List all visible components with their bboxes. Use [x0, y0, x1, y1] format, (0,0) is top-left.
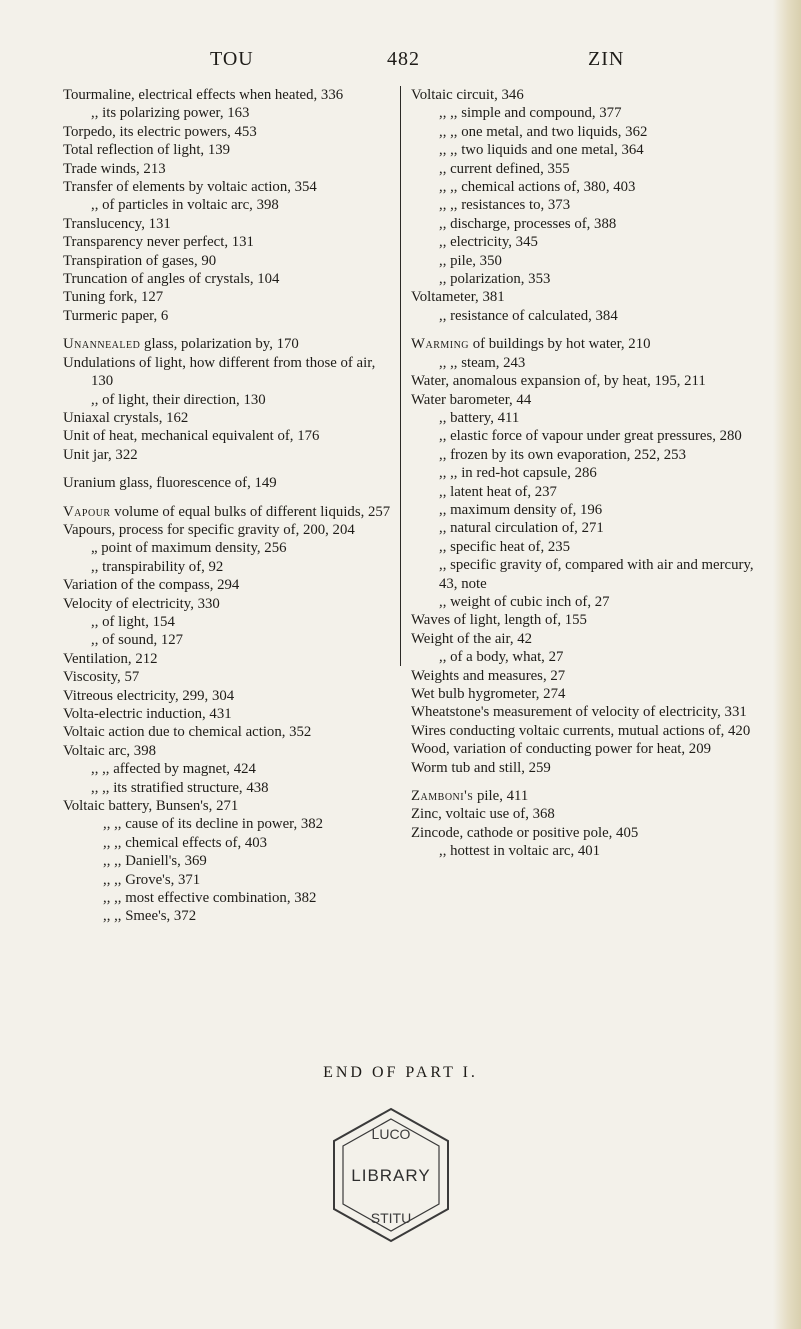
- index-entry: [411, 483, 766, 501]
- entry-text: ,, battery, 411: [439, 409, 520, 426]
- index-entry: [411, 270, 766, 288]
- stamp-bottom-text: STITU: [370, 1210, 412, 1226]
- entry-text: Tourmaline, electrical effects when heated, 336: [63, 87, 344, 103]
- index-entry: [411, 667, 766, 685]
- index-entry: [63, 742, 395, 760]
- entry-text: ,, weight of cubic inch of, 27: [439, 593, 610, 610]
- index-entry: [63, 815, 395, 833]
- index-entry: [63, 668, 395, 686]
- entry-text: ,, frozen by its own evaporation, 252, 253: [439, 446, 686, 463]
- entry-text: Zinc, voltaic use of, 368: [411, 806, 555, 823]
- index-entry: [411, 740, 766, 758]
- index-entry: [63, 558, 395, 576]
- entry-text: Vapours, process for specific gravity of, 200, 204: [63, 521, 355, 538]
- index-entry: [63, 270, 395, 288]
- entry-text: Wires conducting voltaic currents, mutual actions of, 420: [411, 722, 751, 739]
- index-entry: [63, 196, 395, 214]
- entry-text: volume of equal bulks of different liquids, 257: [110, 503, 391, 520]
- index-entry: [63, 852, 395, 870]
- index-entry: [411, 178, 766, 196]
- index-entry: [63, 409, 395, 427]
- entry-text: Wet bulb hygrometer, 274: [411, 686, 566, 702]
- entry-text: ,, of light, their direction, 130: [91, 391, 266, 408]
- index-entry: [63, 104, 395, 122]
- index-entry: [63, 687, 395, 705]
- index-entry: [63, 288, 395, 306]
- entry-text: Uranium glass, fluorescence of, 149: [63, 475, 277, 492]
- section-gap: [411, 325, 766, 335]
- section-gap: [63, 464, 395, 474]
- index-entry: [411, 648, 766, 666]
- entry-text: Wheatstone's measurement of velocity of electricity, 331: [411, 704, 747, 721]
- entry-text: ,, ,, chemical actions of, 380, 403: [439, 179, 636, 196]
- index-entry: [411, 842, 766, 860]
- entry-text: Voltaic action due to chemical action, 352: [63, 724, 312, 741]
- index-entry: [411, 611, 766, 629]
- entry-text: Undulations of light, how different from those of air, 130: [63, 354, 376, 390]
- index-entry: [411, 288, 766, 306]
- entry-text: Weight of the air, 42: [411, 630, 533, 647]
- index-entry: [411, 722, 766, 740]
- index-entry: [63, 907, 395, 925]
- stamp-top-text: LUCO: [371, 1126, 411, 1142]
- library-stamp: [320, 1105, 462, 1245]
- index-entry: [411, 141, 766, 159]
- entry-text: Translucency, 131: [63, 215, 171, 232]
- index-column-left: [63, 86, 395, 926]
- index-entry: [63, 613, 395, 631]
- index-column-right: [411, 86, 766, 861]
- index-entry: [63, 521, 395, 539]
- entry-text: ,, ,, its stratified structure, 438: [91, 779, 269, 796]
- index-entry: [411, 335, 766, 353]
- index-entry: [63, 233, 395, 251]
- entry-text: ,, hottest in voltaic arc, 401: [439, 843, 601, 860]
- index-entry: [411, 824, 766, 842]
- index-entry: [63, 576, 395, 594]
- index-entry: [411, 196, 766, 214]
- entry-lead-word: Unannealed: [63, 336, 141, 353]
- index-entry: [411, 685, 766, 703]
- entry-text: Viscosity, 57: [63, 669, 140, 686]
- index-entry: [411, 86, 766, 104]
- entry-text: Voltaic arc, 398: [63, 742, 157, 759]
- entry-text: Trade winds, 213: [63, 160, 166, 177]
- index-entry: [411, 307, 766, 325]
- index-entry: [63, 539, 395, 557]
- index-entry: [411, 372, 766, 390]
- entry-text: ,, ,, cause of its decline in power, 382: [103, 816, 324, 833]
- entry-text: Unit of heat, mechanical equivalent of, 176: [63, 428, 320, 445]
- entry-text: Torpedo, its electric powers, 453: [63, 123, 257, 140]
- entry-text: pile, 411: [473, 788, 529, 805]
- index-entry: [63, 871, 395, 889]
- index-entry: [411, 630, 766, 648]
- entry-lead-word: Vapour: [63, 503, 111, 520]
- entry-lead-word: Warming: [411, 336, 470, 353]
- entry-text: Ventilation, 212: [63, 650, 158, 667]
- index-entry: [63, 215, 395, 233]
- index-entry: [63, 307, 395, 325]
- entry-text: Tuning fork, 127: [63, 289, 164, 306]
- index-entry: [63, 123, 395, 141]
- entry-text: ,, ,, Smee's, 372: [103, 908, 197, 925]
- entry-text: ,, latent heat of, 237: [439, 483, 557, 500]
- index-entry: [411, 252, 766, 270]
- index-entry: [63, 178, 395, 196]
- entry-text: ,, ,, one metal, and two liquids, 362: [439, 123, 648, 140]
- index-entry: [411, 354, 766, 372]
- entry-text: Transpiration of gases, 90: [63, 252, 217, 269]
- entry-text: Transparency never perfect, 131: [63, 234, 254, 251]
- entry-text: Voltameter, 381: [411, 289, 505, 306]
- index-entry: [411, 464, 766, 482]
- entry-text: Water, anomalous expansion of, by heat, 195, 211: [411, 373, 706, 390]
- index-entry: [63, 474, 395, 492]
- index-entry: [411, 538, 766, 556]
- entry-text: Unit jar, 322: [63, 446, 138, 463]
- entry-text: ,, ,, chemical effects of, 403: [103, 834, 268, 851]
- index-entry: [411, 759, 766, 777]
- entry-text: of buildings by hot water, 210: [469, 336, 651, 353]
- page-number: 482: [387, 48, 420, 70]
- entry-text: ,, polarization, 353: [439, 271, 551, 288]
- index-entry: [63, 834, 395, 852]
- entry-text: Velocity of electricity, 330: [63, 595, 220, 612]
- entry-text: Uniaxal crystals, 162: [63, 409, 189, 426]
- header-right-guide: ZIN: [588, 48, 625, 70]
- index-entry: [63, 650, 395, 668]
- index-entry: [63, 252, 395, 270]
- index-entry: [63, 391, 395, 409]
- index-entry: [411, 446, 766, 464]
- section-gap: [411, 777, 766, 787]
- entry-text: Weights and measures, 27: [411, 667, 566, 684]
- entry-text: ,, natural circulation of, 271: [439, 520, 604, 537]
- index-entry: [63, 427, 395, 445]
- entry-text: ,, pile, 350: [439, 252, 502, 269]
- entry-text: Voltaic circuit, 346: [411, 87, 524, 103]
- entry-text: ,, specific heat of, 235: [439, 538, 571, 555]
- section-gap: [63, 493, 395, 503]
- index-entry: [411, 805, 766, 823]
- entry-text: ,, discharge, processes of, 388: [439, 215, 617, 232]
- index-entry: [411, 215, 766, 233]
- index-entry: [63, 631, 395, 649]
- page-edge-shadow: [773, 0, 801, 1329]
- index-entry: [63, 889, 395, 907]
- index-entry: [63, 86, 395, 104]
- entry-text: Wood, variation of conducting power for heat, 209: [411, 741, 712, 758]
- entry-text: ,, of particles in voltaic arc, 398: [91, 197, 279, 214]
- index-entry: [63, 595, 395, 613]
- entry-text: ,, of light, 154: [91, 613, 175, 630]
- running-head: [0, 48, 801, 72]
- entry-text: Total reflection of light, 139: [63, 142, 231, 159]
- entry-text: Worm tub and still, 259: [411, 759, 551, 776]
- entry-lead-word: Zamboni's: [411, 788, 474, 805]
- index-entry: [63, 779, 395, 797]
- entry-text: ,, ,, Grove's, 371: [103, 871, 201, 888]
- entry-text: Transfer of elements by voltaic action, 354: [63, 179, 317, 196]
- index-entry: [411, 787, 766, 805]
- entry-text: ,, maximum density of, 196: [439, 501, 603, 518]
- entry-text: ,, ,, two liquids and one metal, 364: [439, 142, 644, 159]
- entry-text: ,, its polarizing power, 163: [91, 105, 250, 122]
- entry-text: ,, ,, affected by magnet, 424: [91, 761, 256, 778]
- index-entry: [63, 160, 395, 178]
- index-entry: [411, 703, 766, 721]
- stamp-library-text: LIBRARY: [351, 1166, 431, 1185]
- section-gap: [63, 325, 395, 335]
- entry-text: Variation of the compass, 294: [63, 577, 240, 594]
- index-entry: [63, 760, 395, 778]
- index-entry: [411, 501, 766, 519]
- index-entry: [411, 233, 766, 251]
- index-entry: [411, 556, 766, 593]
- entry-text: ,, current defined, 355: [439, 160, 570, 177]
- entry-text: Turmeric paper, 6: [63, 307, 169, 324]
- entry-text: ,, ,, most effective combination, 382: [103, 890, 317, 907]
- entry-text: Truncation of angles of crystals, 104: [63, 271, 280, 288]
- column-divider: [400, 86, 401, 666]
- entry-text: „ point of maximum density, 256: [91, 540, 287, 557]
- index-entry: [411, 593, 766, 611]
- index-entry: [63, 723, 395, 741]
- entry-text: ,, elastic force of vapour under great pressures, 280: [439, 428, 742, 445]
- entry-text: Zincode, cathode or positive pole, 405: [411, 824, 639, 841]
- entry-text: ,, ,, resistances to, 373: [439, 197, 571, 214]
- index-entry: [411, 427, 766, 445]
- header-left-guide: TOU: [210, 48, 254, 70]
- entry-text: Volta-electric induction, 431: [63, 706, 232, 722]
- index-entry: [411, 160, 766, 178]
- index-entry: [411, 519, 766, 537]
- index-entry: [63, 705, 395, 723]
- entry-text: ,, resistance of calculated, 384: [439, 307, 618, 324]
- entry-text: ,, transpirability of, 92: [91, 558, 224, 575]
- index-entry: [411, 409, 766, 427]
- index-entry: [411, 123, 766, 141]
- entry-text: ,, ,, steam, 243: [439, 354, 526, 371]
- entry-text: ,, of sound, 127: [91, 632, 184, 649]
- entry-text: Vitreous electricity, 299, 304: [63, 687, 235, 704]
- index-entry: [411, 104, 766, 122]
- index-entry: [411, 391, 766, 409]
- index-entry: [63, 335, 395, 353]
- index-entry: [63, 503, 395, 521]
- index-entry: [63, 446, 395, 464]
- entry-text: ,, of a body, what, 27: [439, 649, 564, 666]
- entry-text: Waves of light, length of, 155: [411, 612, 587, 629]
- entry-text: glass, polarization by, 170: [140, 336, 299, 353]
- entry-text: ,, ,, simple and compound, 377: [439, 105, 622, 122]
- entry-text: ,, ,, Daniell's, 369: [103, 853, 207, 870]
- end-of-part-text: END OF PART I.: [323, 1064, 478, 1081]
- index-entry: [63, 354, 395, 391]
- index-entry: [63, 797, 395, 815]
- entry-text: ,, specific gravity of, compared with air and mercury, 43, note: [439, 557, 754, 592]
- entry-text: Water barometer, 44: [411, 391, 532, 408]
- entry-text: ,, ,, in red-hot capsule, 286: [439, 465, 597, 482]
- entry-text: ,, electricity, 345: [439, 234, 538, 251]
- entry-text: Voltaic battery, Bunsen's, 271: [63, 798, 239, 815]
- index-entry: [63, 141, 395, 159]
